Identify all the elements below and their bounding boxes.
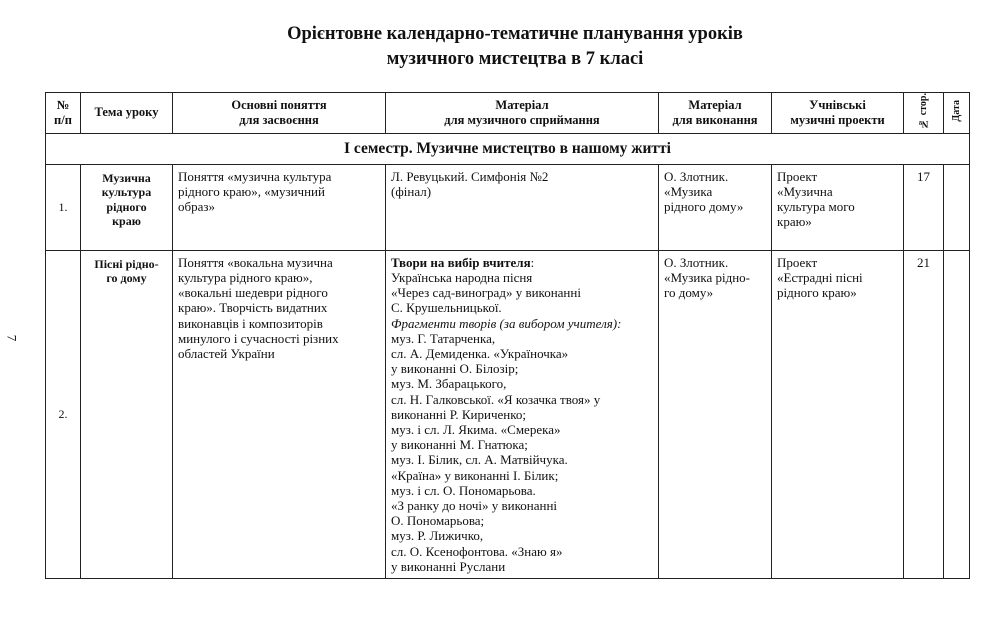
header-topic: Тема уроку — [81, 93, 173, 134]
planning-table — [45, 92, 970, 579]
header-projects: Учнівські музичні проекти — [772, 93, 904, 134]
semester-title: І семестр. Музичне мистецтво в нашому житті — [46, 133, 970, 164]
title-line-1: Орієнтовне календарно-тематичне планування уроків — [287, 24, 743, 44]
row-number: 1. — [46, 164, 81, 250]
fragments-note: Фрагменти творів (за вибором учителя): — [391, 315, 622, 331]
header-row — [46, 93, 970, 134]
performing-material: О. Злотник. «Музика рідного дому» — [659, 164, 772, 250]
performing-material: О. Злотник. «Музика рідно- го дому» — [659, 250, 772, 578]
listening-material: Твори на вибір вчителя: Українська народна пісня «Через сад-виноград» у виконанні С. Крушельницької. Фрагменти творів (за вибором учителя): муз. Г. Татарченка, сл. А. Демиденка. «Україночка» у виконанні О. Білозір; муз. М. Збарацького, сл. Н. Галковської. «Я козачка твоя» у виконанні Р. Кириченко; муз. і сл. Л. Якима. «Смерека» у виконанні М. Гнатюка; муз. І. Білик, сл. А. Матвійчука. «Країна» у виконанні І. Білик; муз. і сл. О. Пономарьова. «З ранку до ночі» у виконанні О. Пономарьова; муз. Р. Лижичко, сл. О. Ксенофонтова. «Знаю я» у виконанні Руслани — [386, 250, 659, 578]
table-row — [46, 164, 970, 250]
lesson-topic: Пісні рідно- го дому — [81, 250, 173, 578]
header-date: Дата — [944, 93, 970, 134]
page-title — [0, 22, 1000, 72]
student-project: Проект «Музична культура мого краю» — [772, 164, 904, 250]
listening-heading: Твори на вибір вчителя: — [391, 254, 535, 270]
lesson-topic: Музична культура рідного краю — [81, 164, 173, 250]
header-listening: Матеріал для музичного сприймання — [386, 93, 659, 134]
header-performing: Матеріал для виконання — [659, 93, 772, 134]
date-cell — [944, 164, 970, 250]
header-concepts: Основні поняття для засвоєння — [173, 93, 386, 134]
row-number: 2. — [46, 250, 81, 578]
page-ref: 21 — [904, 250, 944, 578]
semester-row — [46, 133, 970, 164]
key-concepts: Поняття «вокальна музична культура рідного краю», «вокальні шедеври рідного краю». Творчість видатних виконавців і композиторів минулого і сучасності різних областей України — [173, 250, 386, 578]
page-ref: 17 — [904, 164, 944, 250]
student-project: Проект «Естрадні пісні рідного краю» — [772, 250, 904, 578]
listening-material: Л. Ревуцький. Симфонія №2 (фінал) — [386, 164, 659, 250]
date-cell — [944, 250, 970, 578]
key-concepts: Поняття «музична культура рідного краю», «музичний образ» — [173, 164, 386, 250]
header-page: № стор. — [904, 93, 944, 134]
title-line-2: музичного мистецтва в 7 класі — [386, 49, 644, 69]
header-num: № п/п — [46, 93, 81, 134]
page-number: 7 — [4, 334, 20, 342]
table-row — [46, 250, 970, 578]
